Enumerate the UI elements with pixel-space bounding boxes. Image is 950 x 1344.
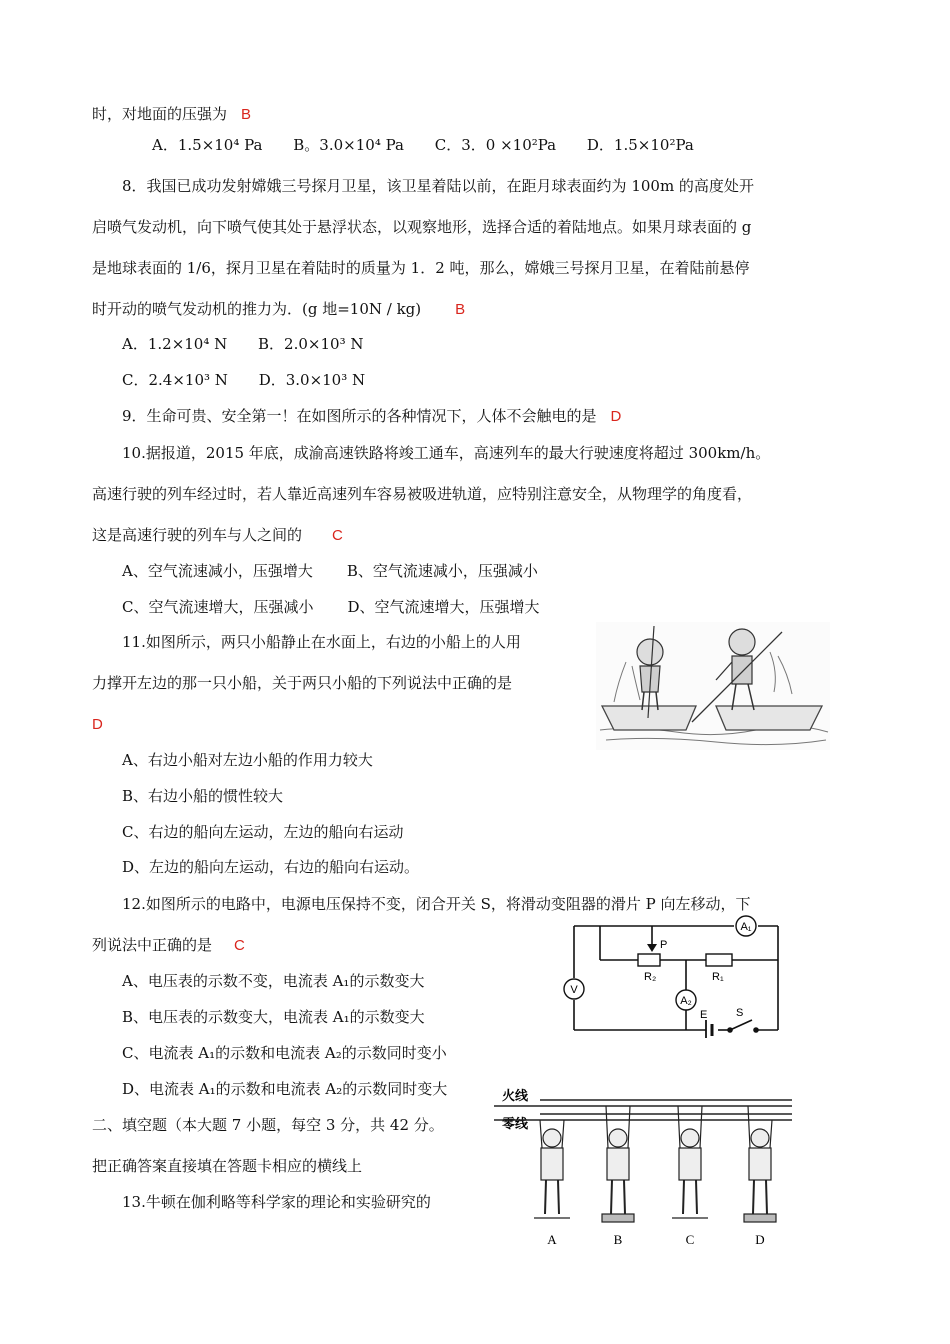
q11-answer-line [92,714,103,735]
q8-answer: B [455,301,466,318]
resistor-r1-label: R₁ [712,971,724,983]
q12-option-c: C、电流表 A₁的示数和电流表 A₂的示数同时变小 [122,1044,447,1062]
q8-line-3: 是地球表面的 1/6，探月卫星在着陆时的质量为 1．2 吨，那么，嫦娥三号探月卫星，在着陆前悬停 [92,259,750,277]
person-figure [672,1106,708,1218]
q11-option-a: A、右边小船对左边小船的作用力较大 [122,751,373,769]
person-c-label: C [685,1232,695,1247]
q8-line-1: 8．我国已成功发射嫦娥三号探月卫星，该卫星着陆以前，在距月球表面约为 100m 的高度处开 [122,177,754,195]
q11-option-c: C、右边的船向左运动，左边的船向右运动 [122,823,404,841]
q11-answer: D [92,716,103,733]
q10-options-row-1 [122,561,538,581]
q8-option-c: C．2.4×10³ N [122,371,228,389]
person-d-label: D [755,1232,765,1247]
q8-option-b: B．2.0×10³ N [258,335,364,353]
q10-line-2: 高速行驶的列车经过时，若人靠近高速列车容易被吸进轨道，应特别注意安全，从物理学的角度看， [92,485,753,503]
q11-line-2: 力撑开左边的那一只小船，关于两只小船的下列说法中正确的是 [92,674,513,692]
q7-option-a: A．1.5×10⁴ Pa [152,136,263,154]
q12-option-b: B、电压表的示数变大，电流表 A₁的示数变大 [122,1008,425,1026]
q13-line: 13.牛顿在伽利略等科学家的理论和实验研究的 [122,1193,431,1211]
q8-line-4: 时开动的喷气发动机的推力为．(g 地=10N / kg) B [92,300,466,318]
q12-line-1: 12.如图所示的电路中，电源电压保持不变，闭合开关 S，将滑动变阻器的滑片 P 向左移动，下 [122,895,751,913]
q7-option-c: C．3．0 ×10²Pa [434,136,557,154]
q8-option-d: D．3.0×10³ N [258,371,366,389]
ammeter-a2-label: A₂ [680,995,692,1007]
ammeter-a1-label: A₁ [740,921,752,933]
electric-wires-figure [494,1086,794,1250]
person-figure [534,1120,570,1218]
q12-option-a: A、电压表的示数不变，电流表 A₁的示数变大 [122,972,425,990]
q12-answer: C [234,937,245,954]
q10-line-1: 10.据报道，2015 年底，成渝高速铁路将竣工通车，高速列车的最大行驶速度将超过 300km/h。 [122,444,771,462]
battery-e-label: E [700,1009,708,1021]
q8-options-row-2 [122,370,391,390]
q7-option-b: B。3.0×10⁴ Pa [293,136,404,154]
circuit-diagram [560,914,790,1038]
q10-answer: C [332,527,343,544]
q9-answer: D [610,408,622,425]
q9-line: 9．生命可贵、安全第一！在如图所示的各种情况下，人体不会触电的是 D [122,407,622,425]
person-figure [602,1106,634,1222]
section-2-line-2: 把正确答案直接填在答题卡相应的横线上 [92,1157,363,1175]
q7-option-d: D．1.5×10²Pa [586,136,694,154]
q12-line-2: 列说法中正确的是 C [92,936,245,954]
q10-option-b: B、空气流速减小，压强减小 [346,562,538,580]
slider-p-label: P [660,939,668,951]
q7-answer: B [241,106,252,123]
q10-option-d: D、空气流速增大，压强增大 [347,598,540,616]
q8-options-row-1 [122,334,389,354]
q10-line-3: 这是高速行驶的列车与人之间的 C [92,526,343,544]
q12-option-d: D、电流表 A₁的示数和电流表 A₂的示数同时变大 [122,1080,448,1098]
q7-options [152,135,720,155]
q11-option-d: D、左边的船向左运动，右边的船向右运动。 [122,858,420,876]
voltmeter-label: V [570,984,578,996]
section-2-line-1: 二、填空题（本大题 7 小题，每空 3 分，共 42 分。 [92,1116,444,1134]
neutral-wire-label: 零线 [502,1117,529,1132]
person-a-label: A [547,1232,557,1247]
q7-tail: 时，对地面的压强为 B [92,105,252,123]
q11-option-b: B、右边小船的惯性较大 [122,787,284,805]
person-figure [744,1106,776,1222]
q11-line-1: 11.如图所示，两只小船静止在水面上，右边的小船上的人用 [122,633,521,651]
switch-s-label: S [736,1007,744,1019]
q8-line-2: 启喷气发动机，向下喷气使其处于悬浮状态，以观察地形，选择合适的着陆地点。如果月球表面的 g [92,218,752,236]
person-b-label: B [613,1232,623,1247]
live-wire-label: 火线 [502,1089,529,1104]
q10-option-a: A、空气流速减小，压强增大 [122,562,313,580]
q10-options-row-2 [122,597,540,617]
q8-option-a: A．1.2×10⁴ N [122,335,228,353]
resistor-r2-label: R₂ [644,971,657,983]
boats-figure [596,622,830,750]
q10-option-c: C、空气流速增大，压强减小 [122,598,314,616]
